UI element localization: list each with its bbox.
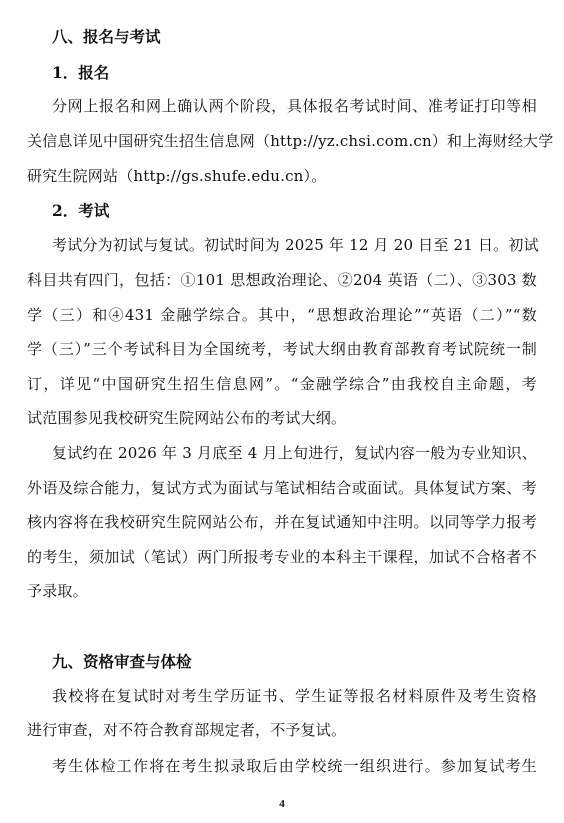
page-number: 4: [279, 798, 285, 810]
paragraph-line: 复试约在 2026 年 3 月底至 4 月上旬进行，复试内容一般为专业知识、: [52, 444, 537, 462]
paragraph-line: 进行审查，对不符合教育部规定者，不予复试。: [27, 721, 347, 739]
paragraph-line: 科目共有四门，包括：①101 思想政治理论、②204 英语（二）、③303 数: [27, 271, 537, 289]
paragraph-line: 外语及综合能力，复试方式为面试与笔试相结合或面试。具体复试方案、考: [27, 479, 537, 497]
paragraph-line: 研究生院网站（http://gs.shufe.edu.cn）。: [27, 167, 327, 185]
paragraph-line: 予录取。: [27, 582, 88, 600]
paragraph-line: 分网上报名和网上确认两个阶段，具体报名考试时间、准考证打印等相: [52, 97, 537, 115]
subsection-heading-exam: 2．考试: [52, 201, 110, 220]
paragraph-line: 考试分为初试与复试。初试时间为 2025 年 12 月 20 日至 21 日。初试: [52, 236, 539, 254]
paragraph-line: 的考生，须加试（笔试）两门所报考专业的本科主干课程，加试不合格者不: [27, 548, 537, 566]
paragraph-line: 学（三）”三个考试科目为全国统考，考试大纲由教育部教育考试院统一制: [27, 340, 537, 358]
paragraph-line: 关信息详见中国研究生招生信息网（http://yz.chsi.com.cn）和上海财经大学: [27, 132, 554, 150]
section-heading-qualification-check: 九、资格审查与体检: [52, 652, 192, 671]
paragraph-line: 我校将在复试时对考生学历证书、学生证等报名材料原件及考生资格: [52, 687, 537, 705]
paragraph-line: 考生体检工作将在考生拟录取后由学校统一组织进行。参加复试考生: [52, 757, 537, 775]
subsection-heading-registration: 1．报名: [52, 63, 110, 82]
paragraph-line: 试范围参见我校研究生院网站公布的考试大纲。: [27, 409, 347, 427]
paragraph-line: 订，详见“中国研究生招生信息网”。“金融学综合”由我校自主命题，考: [27, 375, 537, 393]
paragraph-line: 核内容将在我校研究生院网站公布，并在复试通知中注明。以同等学力报考: [27, 513, 537, 531]
paragraph-line: 学（三）和④431 金融学综合。其中，“思想政治理论”“英语（二）”“数: [27, 306, 537, 324]
section-heading-registration-exam: 八、报名与考试: [52, 27, 161, 46]
